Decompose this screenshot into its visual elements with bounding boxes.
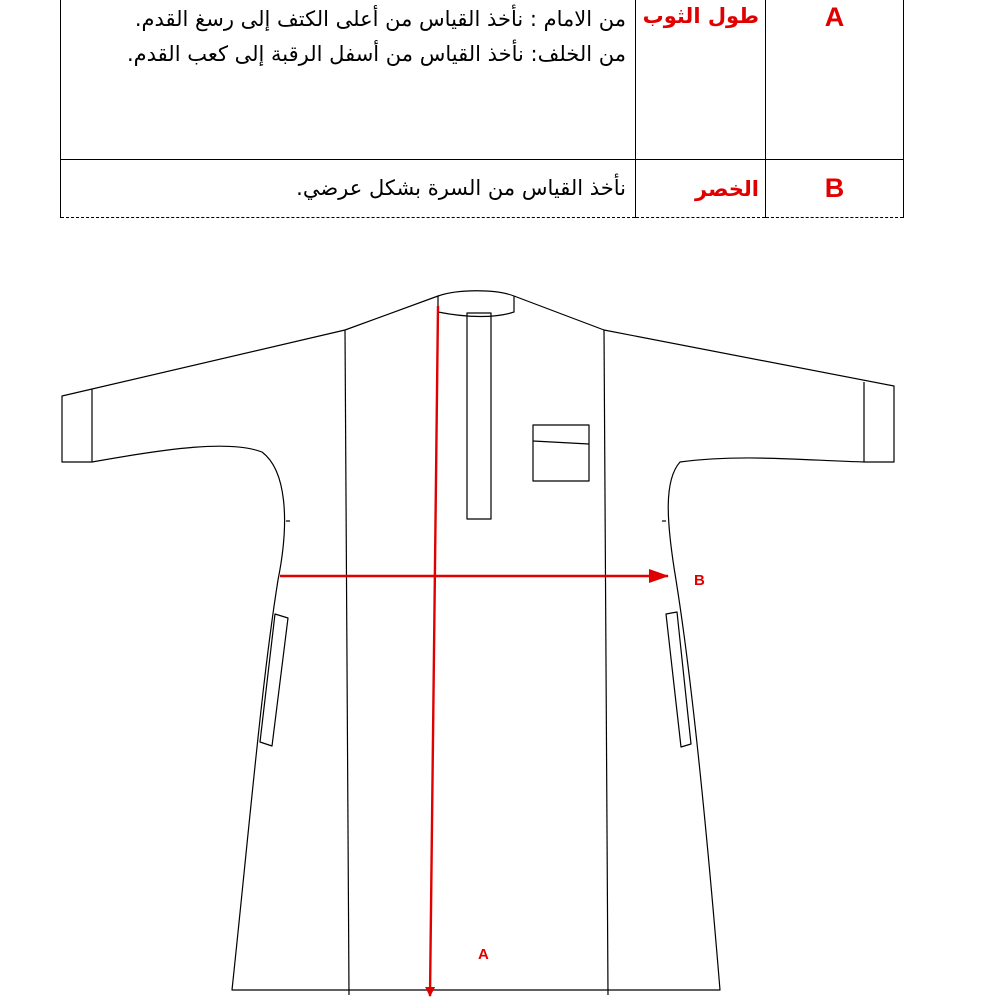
- length-measure-arrow: [430, 306, 438, 996]
- left-panel-seam: [345, 330, 349, 995]
- thobe-outline: [62, 296, 894, 990]
- length-description-front: من الامام : نأخذ القياس من أعلى الكتف إلى رسغ القدم.: [134, 7, 626, 31]
- chest-pocket: [533, 425, 589, 481]
- waist-arrow-label: B: [694, 572, 705, 589]
- right-side-pocket: [666, 612, 691, 747]
- waist-code: B: [766, 160, 904, 218]
- chest-pocket-flap: [533, 441, 589, 444]
- right-panel-seam: [604, 330, 608, 995]
- length-description-back: من الخلف: نأخذ القياس من أسفل الرقبة إلى كعب القدم.: [126, 42, 626, 66]
- placket: [467, 313, 491, 519]
- waist-description-text: نأخذ القياس من السرة بشكل عرضي.: [296, 176, 626, 200]
- length-code: A: [766, 0, 904, 160]
- waist-name: الخصر: [636, 160, 766, 218]
- length-arrow-label: A: [478, 946, 489, 963]
- length-name: طول الثوب: [636, 0, 766, 160]
